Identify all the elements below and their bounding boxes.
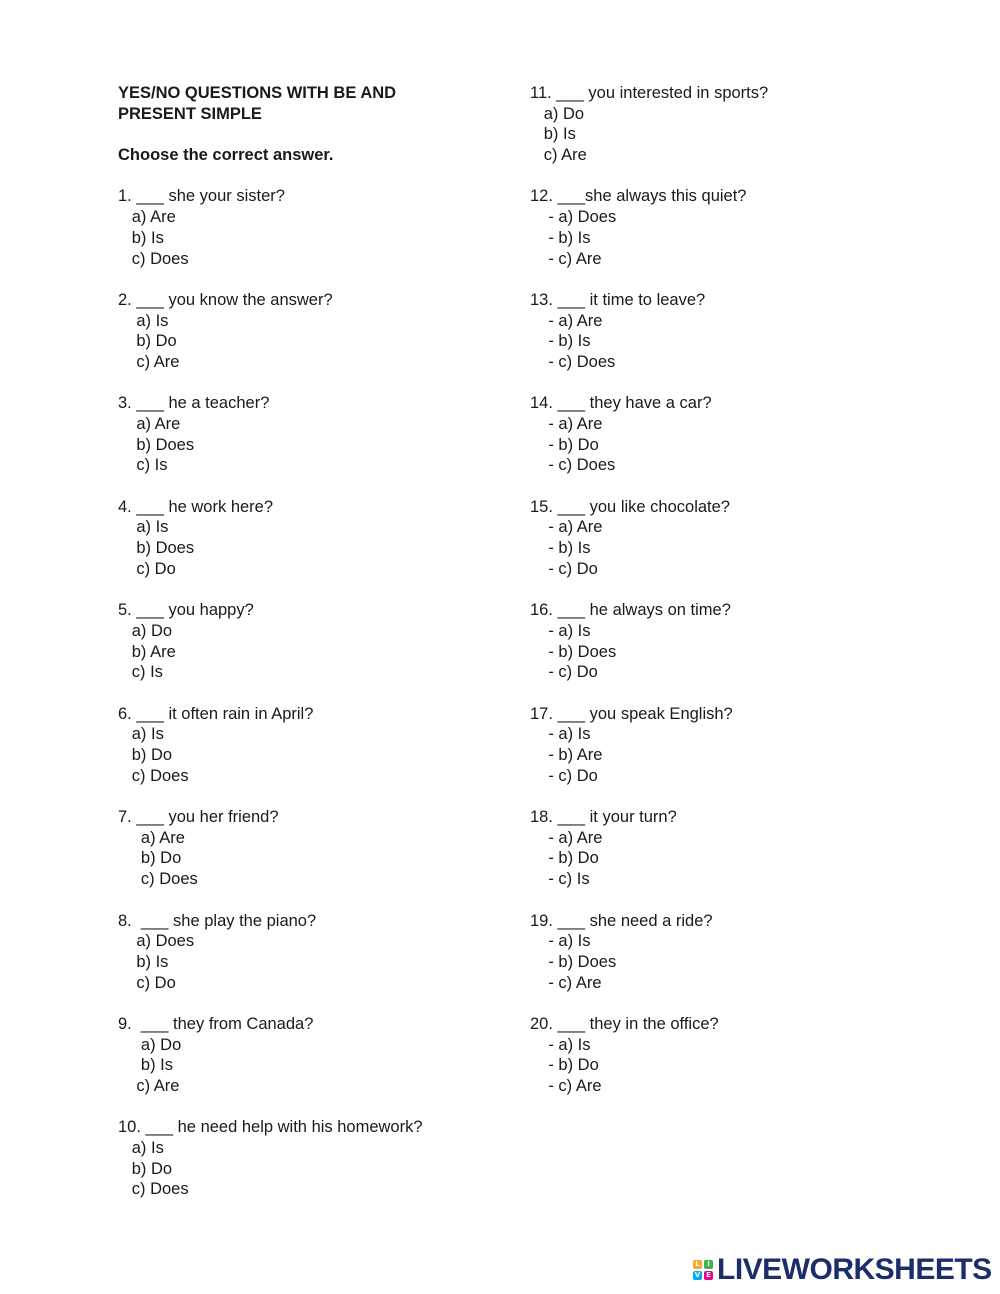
answer-option[interactable]: c) Are (118, 1077, 180, 1095)
answer-option[interactable]: a) Do (118, 621, 173, 640)
question-7 (118, 807, 498, 910)
question-5 (118, 600, 498, 703)
answer-option[interactable]: b) Does (118, 539, 195, 558)
logo-mark-icon: L I V E (693, 1260, 713, 1280)
answer-option[interactable]: b) Is (118, 1056, 174, 1075)
answer-option[interactable]: c) Are (530, 146, 587, 165)
answer-option[interactable]: a) Are (118, 415, 181, 433)
question-text: 6. ___ it often rain in April? (118, 704, 314, 723)
question-text: 17. ___ you speak English? (530, 704, 733, 723)
answer-option[interactable]: - b) Do (530, 849, 599, 868)
question-text: 9. ___ they from Canada? (118, 1014, 314, 1033)
question-text: 2. ___ you know the answer? (118, 290, 333, 309)
answer-option[interactable]: - a) Is (530, 725, 591, 744)
answer-option[interactable]: b) Do (118, 1159, 173, 1178)
answer-option[interactable]: - a) Does (530, 208, 617, 227)
answer-option[interactable]: - c) Does (530, 456, 616, 475)
question-19 (530, 911, 950, 1014)
answer-option[interactable]: a) Are (118, 208, 176, 227)
answer-option[interactable]: - b) Is (530, 539, 591, 558)
question-8 (118, 911, 498, 1014)
question-text: 20. ___ they in the office? (530, 1014, 719, 1033)
answer-option[interactable]: - c) Do (530, 766, 598, 785)
worksheet-title-line2: PRESENT SIMPLE (118, 104, 262, 123)
question-text: 14. ___ they have a car? (530, 394, 712, 413)
answer-option[interactable]: - b) Does (530, 952, 617, 971)
answer-option[interactable]: c) Does (118, 249, 189, 268)
answer-option[interactable]: c) Do (118, 559, 176, 578)
answer-option[interactable]: - c) Are (530, 973, 602, 992)
question-text: 16. ___ he always on time? (530, 601, 731, 620)
answer-option[interactable]: - b) Do (530, 1056, 599, 1075)
answer-option[interactable]: - b) Are (530, 746, 603, 764)
answer-option[interactable]: - c) Do (530, 663, 598, 682)
answer-option[interactable]: a) Is (118, 1139, 164, 1158)
question-4 (118, 497, 498, 600)
answer-option[interactable]: a) Is (118, 725, 164, 744)
answer-option[interactable]: a) Is (118, 518, 169, 537)
instructions: Choose the correct answer. (118, 146, 334, 165)
question-10 (118, 1117, 498, 1200)
answer-option[interactable]: - a) Are (530, 311, 603, 330)
question-3 (118, 393, 498, 496)
answer-option[interactable]: - c) Are (530, 1077, 602, 1095)
answer-option[interactable]: c) Does (118, 766, 189, 785)
question-text: 5. ___ you happy? (118, 601, 254, 620)
answer-option[interactable]: b) Does (118, 435, 195, 454)
answer-option[interactable]: - b) Is (530, 332, 591, 351)
answer-option[interactable]: c) Are (118, 352, 180, 371)
worksheet-title: YES/NO QUESTIONS WITH BE AND (118, 84, 397, 102)
answer-option[interactable]: a) Do (118, 1035, 182, 1054)
question-text: 11. ___ you interested in sports? (530, 84, 769, 102)
answer-option[interactable]: - b) Do (530, 435, 599, 454)
answer-option[interactable]: a) Do (530, 104, 585, 123)
question-text: 3. ___ he a teacher? (118, 394, 270, 413)
question-20 (530, 1014, 950, 1097)
answer-option[interactable]: b) Are (118, 642, 176, 661)
answer-option[interactable]: b) Is (530, 125, 576, 144)
question-text: 1. ___ she your sister? (118, 187, 285, 206)
question-text: 10. ___ he need help with his homework? (118, 1118, 423, 1137)
answer-option[interactable]: b) Is (118, 952, 169, 971)
answer-option[interactable]: c) Is (118, 663, 163, 682)
question-11 (530, 83, 950, 186)
question-16 (530, 600, 950, 703)
answer-option[interactable]: - a) Are (530, 415, 603, 433)
answer-option[interactable]: c) Does (118, 1180, 189, 1199)
question-2 (118, 290, 498, 393)
answer-option[interactable]: - a) Is (530, 1035, 591, 1054)
right-column (530, 83, 950, 1097)
answer-option[interactable]: - c) Are (530, 249, 602, 268)
answer-option[interactable]: - c) Is (530, 870, 590, 889)
answer-option[interactable]: a) Does (118, 932, 195, 951)
answer-option[interactable]: - a) Are (530, 828, 603, 847)
question-text: 7. ___ you her friend? (118, 808, 279, 827)
question-1 (118, 186, 498, 289)
question-text: 12. ___she always this quiet? (530, 187, 747, 206)
answer-option[interactable]: a) Are (118, 828, 185, 847)
question-17 (530, 704, 950, 807)
question-text: 4. ___ he work here? (118, 497, 274, 516)
left-column (118, 83, 498, 1200)
question-text: 13. ___ it time to leave? (530, 290, 706, 309)
answer-option[interactable]: - b) Is (530, 228, 591, 247)
question-text: 15. ___ you like chocolate? (530, 497, 730, 516)
answer-option[interactable]: b) Do (118, 332, 177, 351)
question-text: 19. ___ she need a ride? (530, 911, 713, 930)
answer-option[interactable]: b) Do (118, 746, 173, 764)
answer-option[interactable]: - c) Do (530, 559, 598, 578)
answer-option[interactable]: a) Is (118, 311, 169, 330)
answer-option[interactable]: - a) Is (530, 932, 591, 951)
answer-option[interactable]: - c) Does (530, 352, 616, 371)
logo-text: LIVEWORKSHEETS (717, 1253, 992, 1286)
answer-option[interactable]: - a) Are (530, 518, 603, 537)
answer-option[interactable]: - b) Does (530, 642, 617, 661)
question-15 (530, 497, 950, 600)
answer-option[interactable]: b) Do (118, 849, 182, 868)
question-text: 8. ___ she play the piano? (118, 911, 317, 930)
liveworksheets-logo (693, 1253, 992, 1287)
answer-option[interactable]: b) Is (118, 228, 164, 247)
answer-option[interactable]: c) Does (118, 870, 198, 889)
answer-option[interactable]: c) Do (118, 973, 176, 992)
answer-option[interactable]: - a) Is (530, 621, 591, 640)
question-6 (118, 704, 498, 807)
question-13 (530, 290, 950, 393)
question-12 (530, 186, 950, 289)
question-text: 18. ___ it your turn? (530, 808, 677, 827)
question-14 (530, 393, 950, 496)
question-9 (118, 1014, 498, 1117)
question-18 (530, 807, 950, 910)
answer-option[interactable]: c) Is (118, 456, 168, 475)
